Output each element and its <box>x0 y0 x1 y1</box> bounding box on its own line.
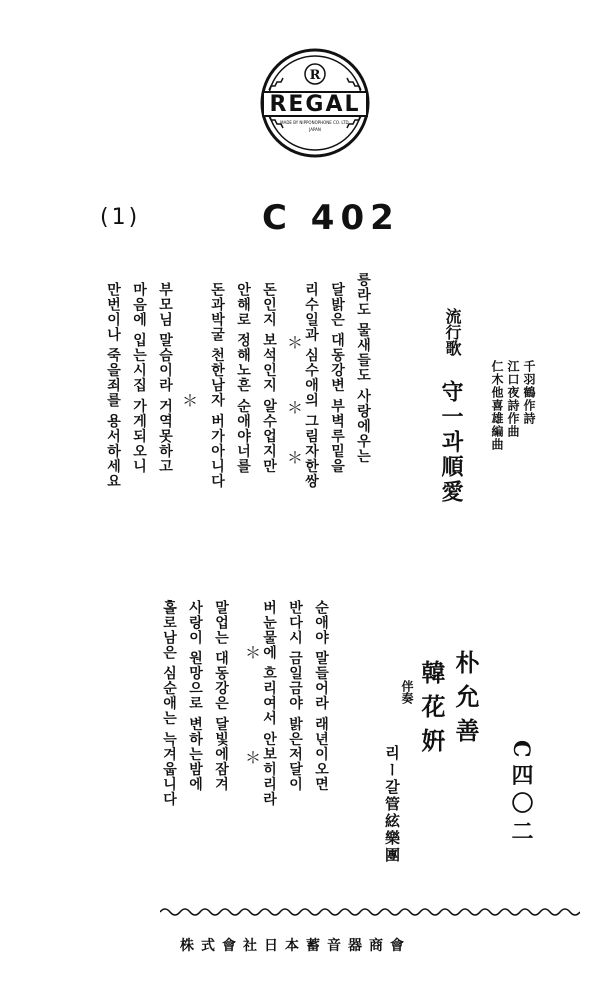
song-title: 守一과順愛 <box>438 380 464 505</box>
lyric-line: 마음에 입는시집 가게되오니 <box>131 282 147 474</box>
lyric-line: 릉라도 물새들도 사랑에우는 <box>355 272 371 464</box>
regal-logo <box>255 48 375 158</box>
stanza-separator: ＊ <box>245 643 262 662</box>
lyric-line: 돈인지 보석인지 알수업지만 <box>261 282 277 474</box>
lyric-line: 반다시 금일금야 밝은저달이 <box>287 600 303 792</box>
brand-name: REGAL <box>269 92 361 117</box>
singer-name: 韓花姸 <box>417 660 446 762</box>
stanza-separator: ＊ <box>287 333 304 352</box>
logo-fine-print: MADE BY NIPPONOPHONE CO. LTD. <box>280 120 350 125</box>
lyric-line: 달밝은 대동강변 부벽루밑을 <box>329 282 345 474</box>
lyric-line: 홀로남은 심순애는 늑겨웁니다 <box>161 600 177 807</box>
credit-lyricist: 千羽鶴作詩 <box>522 360 536 425</box>
logo-made-in: JAPAN <box>309 127 321 132</box>
lyric-line: 리수일과 심수애의 그림자한쌍 <box>303 282 319 489</box>
record-number: C 402 <box>262 198 400 238</box>
song-genre: 流行歌 <box>443 308 462 356</box>
company-name: 株式會社日本蓄音器商會 <box>180 938 411 954</box>
lyric-line: 만번이나 죽을죄를 용서하세요 <box>105 282 121 489</box>
side-record-number: C四〇二 <box>508 740 534 848</box>
singer-name: 朴允善 <box>451 650 480 752</box>
lyric-line: 돈과박굴 천한남자 버가아니다 <box>209 282 225 489</box>
credit-composer: 江口夜詩作曲 <box>506 360 520 438</box>
lyric-line: 사랑이 원망으로 변하는밤에 <box>187 600 203 792</box>
credit-arranger: 仁木他喜雄編曲 <box>490 360 504 451</box>
wavy-divider-icon <box>160 905 580 919</box>
wavy-divider <box>160 905 580 919</box>
regal-logo-icon <box>255 48 375 158</box>
accompaniment-label: 伴奏 <box>400 680 414 704</box>
emblem-letter: R <box>309 68 321 83</box>
lyric-line: 말업는 대동강은 달빛에잠겨 <box>213 600 229 792</box>
lyric-line: 안해로 정해노흔 순애야너를 <box>235 282 251 474</box>
lyric-line: 부모님 말슴이라 거역못하고 <box>157 282 173 474</box>
stanza-separator: ＊ <box>287 398 304 417</box>
disc-number: (1) <box>100 205 141 230</box>
stanza-separator: ＊ <box>182 391 199 410</box>
lyric-line: 순애야 말들어라 래년이오면 <box>313 600 329 792</box>
lyric-line: 버눈물에 흐리여서 안보히리라 <box>261 600 277 807</box>
stanza-separator: ＊ <box>245 748 262 767</box>
stanza-separator: ＊ <box>287 448 304 467</box>
orchestra-name: 리ー갈管絃樂團 <box>383 745 401 864</box>
